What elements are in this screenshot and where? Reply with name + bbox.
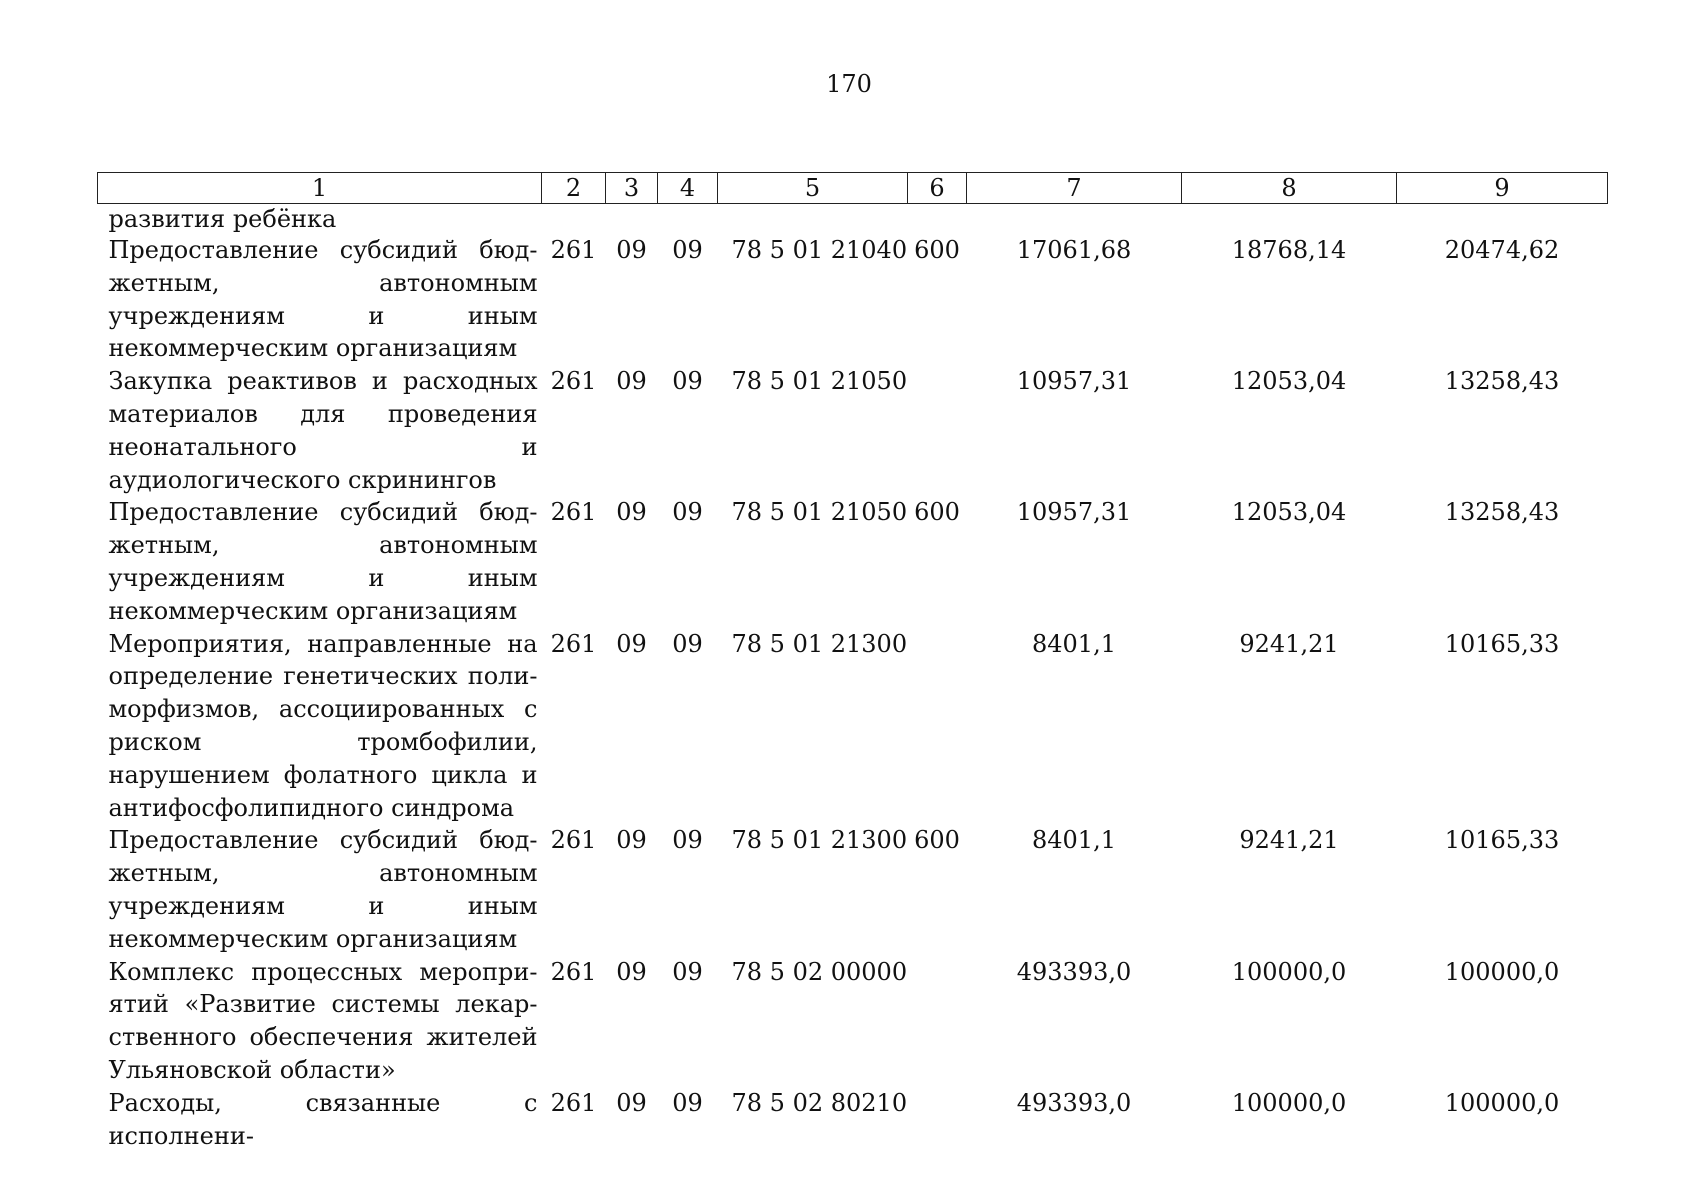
table-row xyxy=(98,496,1608,627)
amount-col-7: 8401,1 xyxy=(1032,826,1116,855)
section-code: 09 xyxy=(616,826,647,855)
amount-col-8: 100000,0 xyxy=(1231,957,1347,986)
target-article-code: 78 5 02 80210 xyxy=(731,1088,908,1117)
subsection-code: 09 xyxy=(672,1088,703,1117)
column-number: 8 xyxy=(1182,173,1397,204)
table-row xyxy=(98,1087,1608,1153)
subsection-code: 09 xyxy=(672,498,703,527)
ministry-code: 261 xyxy=(550,826,597,855)
amount-col-9: 100000,0 xyxy=(1444,1088,1560,1117)
row-description: Комплекс процессных мероприятий «Развитие системы лекарственного обеспечения жителей Ульяновской области» xyxy=(108,957,538,1084)
amount-col-9: 100000,0 xyxy=(1444,957,1560,986)
subsection-code: 09 xyxy=(672,957,703,986)
subsection-code: 09 xyxy=(672,826,703,855)
expense-type-code xyxy=(908,956,967,1087)
amount-col-8: 100000,0 xyxy=(1231,1088,1347,1117)
ministry-code: 261 xyxy=(550,367,597,396)
amount-col-9: 20474,62 xyxy=(1444,236,1560,264)
ministry-code xyxy=(542,204,606,235)
amount-col-8: 9241,21 xyxy=(1239,826,1339,855)
amount-col-7: 493393,0 xyxy=(1016,957,1132,986)
column-number: 2 xyxy=(542,173,606,204)
amount-col-8 xyxy=(1182,204,1397,235)
budget-table xyxy=(97,172,1608,1152)
target-article-code: 78 5 01 21300 xyxy=(731,629,908,658)
page-number: 170 xyxy=(826,70,872,98)
section-code: 09 xyxy=(616,957,647,986)
amount-col-9: 13258,43 xyxy=(1444,367,1560,396)
subsection-code: 09 xyxy=(672,629,703,658)
column-number: 5 xyxy=(718,173,908,204)
column-number: 4 xyxy=(658,173,718,204)
table-row xyxy=(98,628,1608,825)
column-number: 3 xyxy=(606,173,658,204)
section-code: 09 xyxy=(616,367,647,396)
row-description: Предоставление субсидий бюджетным, автономным учреждениям и иным некоммерческим организациям xyxy=(108,826,538,953)
subsection-code: 09 xyxy=(672,367,703,396)
column-number: 7 xyxy=(967,173,1182,204)
column-number: 6 xyxy=(908,173,967,204)
subsection-code xyxy=(658,204,718,235)
expense-type-code xyxy=(908,365,967,496)
row-description: Предоставление субсидий бюджетным, автономным учреждениям и иным некоммерческим организациям xyxy=(108,236,538,363)
expense-type-code xyxy=(908,628,967,825)
amount-col-7: 10957,31 xyxy=(1016,498,1132,527)
amount-col-8: 12053,04 xyxy=(1231,498,1347,527)
amount-col-9: 10165,33 xyxy=(1444,629,1560,658)
table-row xyxy=(98,365,1608,496)
target-article-code: 78 5 01 21300 xyxy=(731,826,908,855)
section-code: 09 xyxy=(616,236,647,264)
column-number: 9 xyxy=(1397,173,1608,204)
amount-col-7: 10957,31 xyxy=(1016,367,1132,396)
target-article-code xyxy=(718,204,908,235)
section-code: 09 xyxy=(616,1088,647,1117)
column-number-row xyxy=(98,173,1608,204)
row-description: Предоставление субсидий бюджетным, автономным учреждениям и иным некоммерческим организациям xyxy=(108,498,538,625)
expense-type-code xyxy=(908,1087,967,1153)
ministry-code: 261 xyxy=(550,957,597,986)
target-article-code: 78 5 02 00000 xyxy=(731,957,908,986)
table-row xyxy=(98,204,1608,235)
ministry-code: 261 xyxy=(550,236,597,264)
row-description: Расходы, связанные с исполнени- xyxy=(108,1088,538,1150)
amount-col-7: 493393,0 xyxy=(1016,1088,1132,1117)
amount-col-7 xyxy=(967,204,1182,235)
expense-type-code: 600 xyxy=(914,236,960,264)
row-description: развития ребёнка xyxy=(108,205,337,233)
section-code: 09 xyxy=(616,498,647,527)
target-article-code: 78 5 01 21040 xyxy=(731,236,908,264)
expense-type-code xyxy=(908,204,967,235)
subsection-code: 09 xyxy=(672,236,703,264)
target-article-code: 78 5 01 21050 xyxy=(731,367,908,396)
row-description: Мероприятия, направленные на определение генетических полиморфизмов, ассоциированных с риском тромбофилии, нарушением фолатного цикла и антифосфолипидного синдрома xyxy=(108,629,538,822)
amount-col-7: 17061,68 xyxy=(1016,236,1132,264)
table-row xyxy=(98,956,1608,1087)
amount-col-9: 10165,33 xyxy=(1444,826,1560,855)
expense-type-code: 600 xyxy=(914,826,960,855)
table-row xyxy=(98,234,1608,365)
amount-col-8: 12053,04 xyxy=(1231,367,1347,396)
target-article-code: 78 5 01 21050 xyxy=(731,498,908,527)
ministry-code: 261 xyxy=(550,498,597,527)
amount-col-8: 18768,14 xyxy=(1231,236,1347,264)
amount-col-9: 13258,43 xyxy=(1444,498,1560,527)
ministry-code: 261 xyxy=(550,1088,597,1117)
expense-type-code: 600 xyxy=(914,498,960,527)
section-code: 09 xyxy=(616,629,647,658)
ministry-code: 261 xyxy=(550,629,597,658)
amount-col-8: 9241,21 xyxy=(1239,629,1339,658)
amount-col-7: 8401,1 xyxy=(1032,629,1116,658)
column-number: 1 xyxy=(98,173,542,204)
table-row xyxy=(98,824,1608,955)
amount-col-9 xyxy=(1397,204,1608,235)
row-description: Закупка реактивов и расходных материалов для проведения неонатального и аудиологического скринингов xyxy=(108,367,538,494)
section-code xyxy=(606,204,658,235)
